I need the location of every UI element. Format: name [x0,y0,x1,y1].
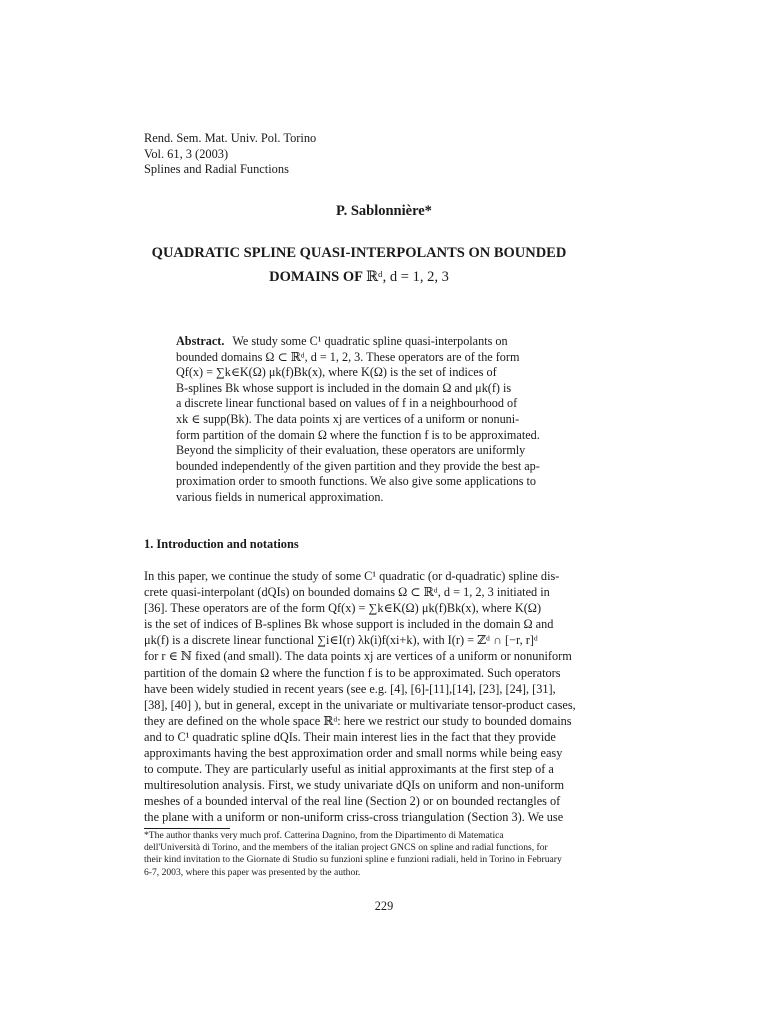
body-line: approximants having the best approximation order and small norms while being easy [144,746,563,761]
body-line: crete quasi-interpolant (dQIs) on bounded domains Ω ⊂ ℝᵈ, d = 1, 2, 3 initiated in [144,585,550,600]
body-line: partition of the domain Ω where the function f is to be approximated. Such operators [144,665,561,680]
abstract-line: various fields in numerical approximation. [176,489,384,504]
title-line-2-math: ℝᵈ, d = 1, 2, 3 [366,269,449,285]
paper-title [144,241,574,289]
abstract-line-text: We study some C¹ quadratic spline quasi-interpolants on [232,334,508,348]
page-number: 229 [374,899,394,913]
title-line-1: QUADRATIC SPLINE QUASI-INTERPOLANTS ON BOUNDED [151,245,567,261]
body-line: is the set of indices of B-splines Bk whose support is included in the domain Ω and [144,617,554,632]
section-heading: 1. Introduction and notations [144,537,299,551]
author-name: P. Sablonnière* [336,203,432,219]
journal-name: Rend. Sem. Mat. Univ. Pol. Torino [144,131,317,145]
footnote [144,830,575,879]
body-line: the plane with a uniform or non-uniform criss-cross triangulation (Section 3). We use [144,810,564,825]
abstract-line: a discrete linear functional based on values of f in a neighbourhood of [176,396,518,411]
body-line: In this paper, we continue the study of some C¹ quadratic (or d-quadratic) spline dis- [144,569,560,583]
abstract-line: proximation order to smooth functions. We also give some applications to [176,474,536,489]
abstract-line: Beyond the simplicity of their evaluation, these operators are uniformly [176,443,526,458]
body-line: to compute. They are particularly useful as initial approximants at the first step of a [144,762,554,777]
title-line-2-text: DOMAINS OF [269,269,367,285]
body-line: they are defined on the whole space ℝᵈ: here we restrict our study to bounded domains [144,713,572,728]
body-line: and to C¹ quadratic spline dQIs. Their main interest lies in the fact that they provide [144,729,556,744]
abstract-line: xk ∈ supp(Bk). The data points xj are vertices of a uniform or nonuni- [176,411,520,426]
abstract-line: form partition of the domain Ω where the function f is to be approximated. [176,427,540,442]
abstract [176,334,543,506]
body-line: [38], [40] ), but in general, except in the univariate or multivariate tensor-product cases, [144,697,576,712]
abstract-line: bounded domains Ω ⊂ ℝᵈ, d = 1, 2, 3. These operators are of the form [176,349,520,364]
body-paragraph [144,568,575,826]
abstract-line [176,334,543,350]
body-line: [36]. These operators are of the form Qf(x) = ∑k∈K(Ω) μk(f)Bk(x), where K(Ω) [144,601,542,616]
abstract-line: Qf(x) = ∑k∈K(Ω) μk(f)Bk(x), where K(Ω) is the set of indices of [176,365,497,380]
footnote-line: 6-7, 2003, where this paper was presented by the author. [144,866,361,878]
title-line-2 [144,265,574,289]
body-line: multiresolution analysis. First, we study univariate dQIs on uniform and non-uniform [144,778,565,793]
body-line: have been widely studied in recent years (see e.g. [4], [6]-[11],[14], [23], [24], [31], [144,681,556,696]
footnote-rule [144,828,230,829]
abstract-line: B-splines Bk whose support is included in the domain Ω and μk(f) is [176,380,512,395]
abstract-line: bounded independently of the given partition and they provide the best ap- [176,458,540,473]
journal-issue-topic: Splines and Radial Functions [144,162,289,176]
body-line: meshes of a bounded interval of the real line (Section 2) or on bounded rectangles of [144,794,561,809]
footnote-line: dell'Università di Torino, and the members of the italian project GNCS on spline and radial functions, for [144,842,548,854]
body-line: for r ∈ ℕ fixed (and small). The data points xj are vertices of a uniform or nonuniform [144,649,572,664]
journal-header [144,131,316,178]
journal-volume: Vol. 61, 3 (2003) [144,146,229,161]
abstract-label: Abstract. [176,334,225,348]
footnote-line: their kind invitation to the Giornate di Studio su funzioni spline e funzioni radiali, held in Torino in February [144,854,562,866]
body-line: μk(f) is a discrete linear functional ∑i∈I(r) λk(i)f(xi+k), with I(r) = ℤᵈ ∩ [−r, r]ᵈ [144,633,538,648]
footnote-line: *The author thanks very much prof. Catterina Dagnino, from the Dipartimento di Matematica [144,830,504,841]
